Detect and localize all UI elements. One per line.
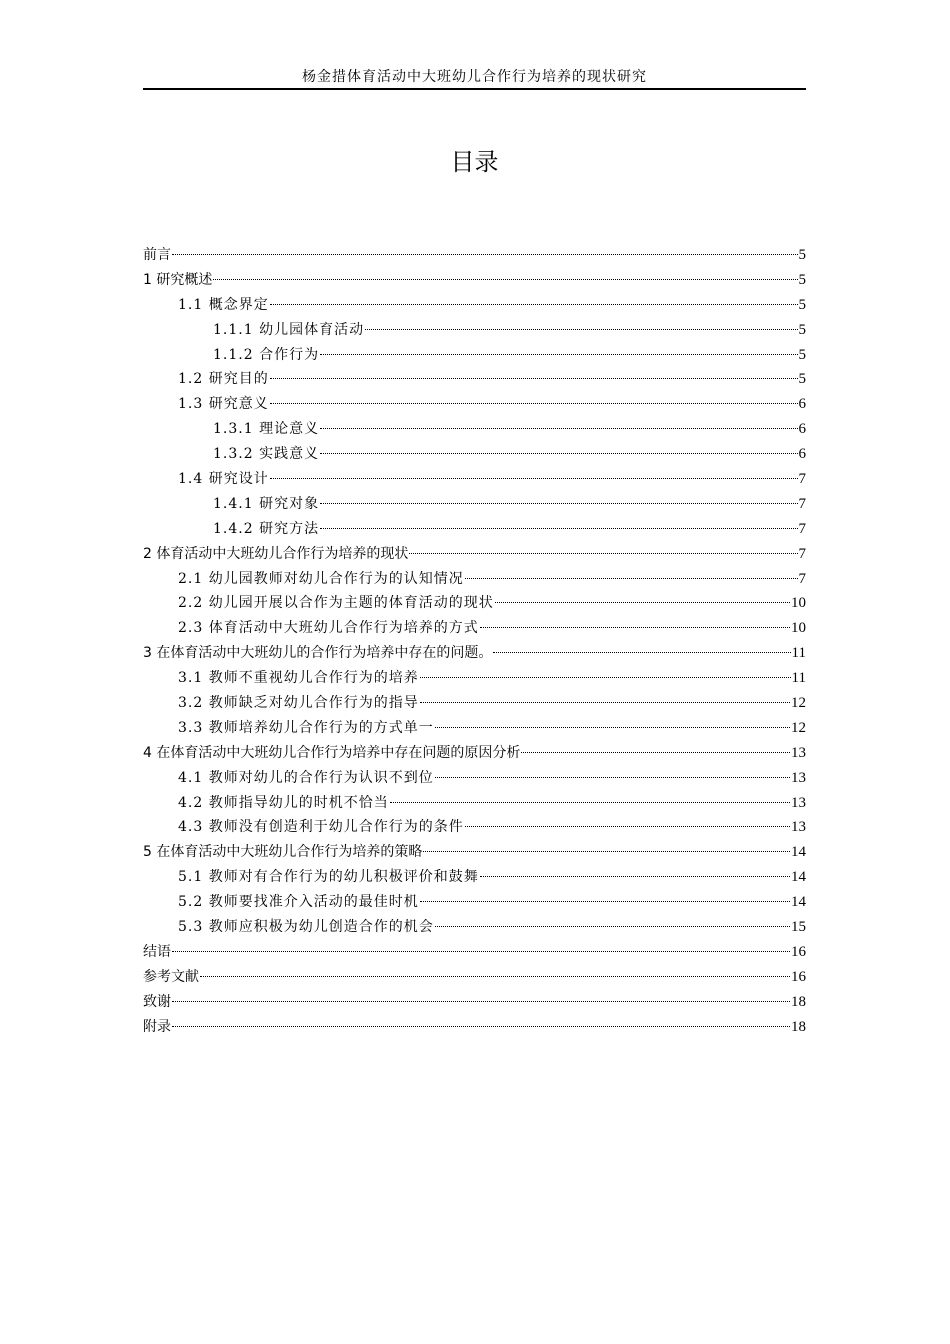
toc-dot-leader bbox=[420, 901, 790, 902]
toc-entry[interactable] bbox=[143, 268, 806, 293]
toc-dot-leader bbox=[320, 453, 797, 454]
toc-dot-leader bbox=[480, 876, 790, 877]
toc-entry-page-number: 18 bbox=[791, 1018, 806, 1035]
toc-entry[interactable] bbox=[143, 318, 806, 343]
toc-entry[interactable] bbox=[143, 691, 806, 716]
toc-entry-label: 4.2 教师指导幼儿的时机不恰当 bbox=[178, 794, 389, 811]
toc-entry-label: 1.4.1 研究对象 bbox=[213, 495, 320, 512]
toc-dot-leader bbox=[465, 826, 790, 827]
toc-entry[interactable] bbox=[143, 1015, 806, 1040]
toc-entry-label: 2.1 幼儿园教师对幼儿合作行为的认知情况 bbox=[178, 570, 464, 587]
toc-entry-label: 3 在体育活动中大班幼儿的合作行为培养中存在的问题。 bbox=[143, 645, 493, 662]
toc-entry-label: 1.1 概念界定 bbox=[178, 296, 269, 313]
toc-entry[interactable] bbox=[143, 542, 806, 567]
toc-entry-page-number: 5 bbox=[798, 296, 806, 313]
toc-entry[interactable] bbox=[143, 467, 806, 492]
toc-entry-label: 1.4 研究设计 bbox=[178, 471, 269, 488]
toc-entry[interactable] bbox=[143, 641, 806, 666]
toc-entry[interactable] bbox=[143, 915, 806, 940]
toc-dot-leader bbox=[200, 976, 790, 977]
toc-dot-leader bbox=[409, 553, 797, 554]
toc-entry-page-number: 7 bbox=[798, 570, 806, 587]
toc-entry-page-number: 6 bbox=[798, 421, 806, 438]
toc-entry-label: 1.1.1 幼儿园体育活动 bbox=[213, 321, 365, 338]
toc-entry[interactable] bbox=[143, 940, 806, 965]
toc-entry-label: 致谢 bbox=[143, 993, 171, 1010]
toc-entry[interactable] bbox=[143, 591, 806, 616]
toc-entry[interactable] bbox=[143, 616, 806, 641]
toc-entry-label: 1.4.2 研究方法 bbox=[213, 520, 320, 537]
toc-dot-leader bbox=[365, 329, 797, 330]
toc-entry-label: 1.3 研究意义 bbox=[178, 396, 269, 413]
toc-dot-leader bbox=[270, 478, 798, 479]
toc-entry[interactable] bbox=[143, 567, 806, 592]
toc-entry-label: 5.3 教师应积极为幼儿创造合作的机会 bbox=[178, 919, 434, 936]
table-of-contents bbox=[143, 243, 806, 1040]
toc-entry-page-number: 6 bbox=[798, 396, 806, 413]
toc-dot-leader bbox=[172, 254, 798, 255]
toc-dot-leader bbox=[172, 1001, 790, 1002]
toc-entry-label: 2.3 体育活动中大班幼儿合作行为培养的方式 bbox=[178, 620, 479, 637]
toc-entry-page-number: 11 bbox=[791, 670, 806, 687]
toc-dot-leader bbox=[493, 652, 790, 653]
toc-entry-page-number: 5 bbox=[798, 271, 806, 288]
toc-entry-page-number: 7 bbox=[798, 471, 806, 488]
toc-entry-page-number: 14 bbox=[791, 844, 806, 861]
toc-entry-label: 2.2 幼儿园开展以合作为主题的体育活动的现状 bbox=[178, 595, 494, 612]
toc-entry-label: 4.1 教师对幼儿的合作行为认识不到位 bbox=[178, 769, 434, 786]
toc-entry[interactable] bbox=[143, 293, 806, 318]
toc-dot-leader bbox=[420, 677, 791, 678]
toc-entry-page-number: 10 bbox=[791, 620, 806, 637]
toc-entry[interactable] bbox=[143, 343, 806, 368]
toc-entry-label: 1 研究概述 bbox=[143, 271, 213, 288]
toc-entry[interactable] bbox=[143, 417, 806, 442]
toc-entry-page-number: 5 bbox=[798, 371, 806, 388]
toc-dot-leader bbox=[435, 777, 790, 778]
toc-entry-label: 1.3.1 理论意义 bbox=[213, 421, 320, 438]
toc-entry-page-number: 13 bbox=[791, 819, 806, 836]
toc-dot-leader bbox=[320, 428, 797, 429]
toc-entry[interactable] bbox=[143, 716, 806, 741]
toc-dot-leader bbox=[213, 279, 797, 280]
toc-entry[interactable] bbox=[143, 990, 806, 1015]
toc-entry-label: 5 在体育活动中大班幼儿合作行为培养的策略 bbox=[143, 844, 423, 861]
toc-entry[interactable] bbox=[143, 442, 806, 467]
toc-entry-page-number: 7 bbox=[798, 520, 806, 537]
toc-entry-page-number: 16 bbox=[791, 968, 806, 985]
toc-entry-label: 2 体育活动中大班幼儿合作行为培养的现状 bbox=[143, 545, 409, 562]
toc-dot-leader bbox=[172, 951, 790, 952]
toc-entry-page-number: 5 bbox=[798, 247, 806, 263]
toc-entry-label: 附录 bbox=[143, 1018, 171, 1035]
toc-entry-label: 4 在体育活动中大班幼儿合作行为培养中存在问题的原因分析 bbox=[143, 744, 521, 761]
toc-entry-label: 1.2 研究目的 bbox=[178, 371, 269, 388]
toc-entry[interactable] bbox=[143, 840, 806, 865]
toc-dot-leader bbox=[172, 1026, 790, 1027]
toc-dot-leader bbox=[390, 802, 790, 803]
toc-entry-page-number: 13 bbox=[791, 744, 806, 761]
toc-dot-leader bbox=[420, 702, 790, 703]
toc-dot-leader bbox=[435, 727, 790, 728]
toc-entry-label: 参考文献 bbox=[143, 968, 199, 985]
toc-dot-leader bbox=[495, 602, 790, 603]
toc-entry-page-number: 5 bbox=[798, 346, 806, 363]
toc-entry-label: 1.3.2 实践意义 bbox=[213, 446, 320, 463]
toc-dot-leader bbox=[320, 503, 797, 504]
toc-entry-page-number: 5 bbox=[798, 321, 806, 338]
toc-dot-leader bbox=[480, 627, 790, 628]
toc-entry-page-number: 6 bbox=[798, 446, 806, 463]
toc-dot-leader bbox=[270, 378, 798, 379]
toc-entry[interactable] bbox=[143, 890, 806, 915]
toc-entry-page-number: 13 bbox=[791, 794, 806, 811]
toc-entry-page-number: 16 bbox=[791, 943, 806, 960]
toc-entry[interactable] bbox=[143, 666, 806, 691]
toc-entry-page-number: 10 bbox=[791, 595, 806, 612]
toc-entry-page-number: 15 bbox=[791, 919, 806, 936]
toc-entry-label: 3.2 教师缺乏对幼儿合作行为的指导 bbox=[178, 695, 419, 712]
toc-entry[interactable] bbox=[143, 243, 806, 268]
toc-dot-leader bbox=[465, 578, 798, 579]
toc-entry-page-number: 7 bbox=[798, 545, 806, 562]
toc-entry[interactable] bbox=[143, 865, 806, 890]
toc-entry[interactable] bbox=[143, 367, 806, 392]
toc-entry-page-number: 11 bbox=[791, 645, 806, 662]
toc-dot-leader bbox=[435, 926, 790, 927]
toc-entry-label: 4.3 教师没有创造利于幼儿合作行为的条件 bbox=[178, 819, 464, 836]
toc-entry-label: 5.1 教师对有合作行为的幼儿积极评价和鼓舞 bbox=[178, 869, 479, 886]
toc-entry-label: 5.2 教师要找准介入活动的最佳时机 bbox=[178, 894, 419, 911]
toc-entry-page-number: 14 bbox=[791, 869, 806, 886]
toc-entry[interactable] bbox=[143, 492, 806, 517]
toc-entry-label: 3.3 教师培养幼儿合作行为的方式单一 bbox=[178, 719, 434, 736]
toc-dot-leader bbox=[270, 304, 798, 305]
toc-dot-leader bbox=[320, 354, 797, 355]
toc-entry-label: 3.1 教师不重视幼儿合作行为的培养 bbox=[178, 670, 419, 687]
toc-entry-page-number: 12 bbox=[791, 695, 806, 712]
running-header-title: 杨金措体育活动中大班幼儿合作行为培养的现状研究 bbox=[302, 69, 647, 85]
toc-entry[interactable] bbox=[143, 766, 806, 791]
toc-entry-page-number: 13 bbox=[791, 769, 806, 786]
toc-entry[interactable] bbox=[143, 815, 806, 840]
toc-entry[interactable] bbox=[143, 791, 806, 816]
toc-entry-label: 前言 bbox=[143, 247, 171, 263]
toc-entry-page-number: 12 bbox=[791, 719, 806, 736]
toc-entry[interactable] bbox=[143, 392, 806, 417]
toc-entry-page-number: 18 bbox=[791, 993, 806, 1010]
toc-dot-leader bbox=[320, 528, 797, 529]
toc-entry-page-number: 14 bbox=[791, 894, 806, 911]
toc-entry[interactable] bbox=[143, 965, 806, 990]
toc-entry-label: 1.1.2 合作行为 bbox=[213, 346, 320, 363]
toc-title: 目录 bbox=[450, 148, 499, 176]
toc-dot-leader bbox=[423, 851, 790, 852]
running-header bbox=[143, 66, 806, 90]
toc-entry-label: 结语 bbox=[143, 943, 171, 960]
toc-dot-leader bbox=[521, 752, 790, 753]
toc-entry[interactable] bbox=[143, 517, 806, 542]
toc-entry[interactable] bbox=[143, 741, 806, 766]
toc-dot-leader bbox=[270, 403, 798, 404]
toc-entry-page-number: 7 bbox=[798, 495, 806, 512]
